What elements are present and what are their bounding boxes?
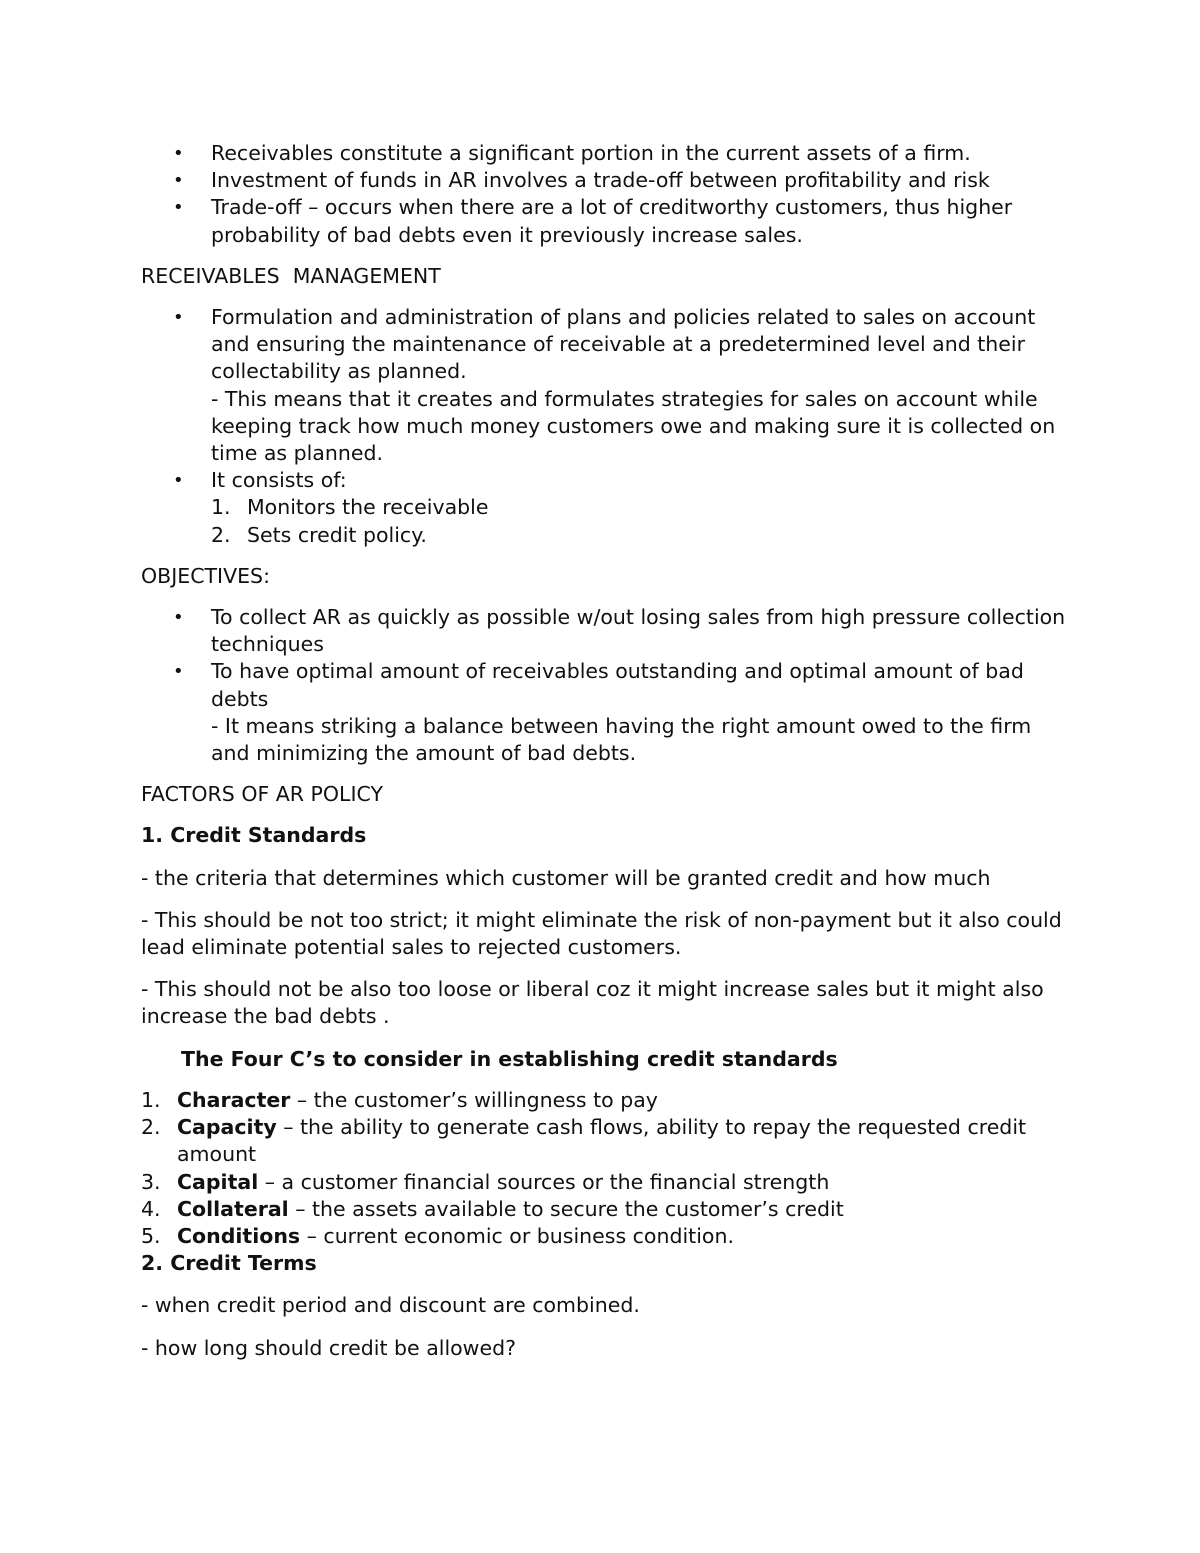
term-description: – current economic or business condition. [300,1223,734,1248]
four-cs-list [141,1087,1071,1250]
term: Conditions [177,1223,301,1248]
list-item [141,304,1071,467]
bullet-icon: • [173,661,184,683]
numbered-item: 1. Character – the customer’s willingness to pay [141,1087,658,1112]
term-description: – a customer financial sources or the financial strength [258,1169,830,1194]
factors-heading: FACTORS OF AR POLICY [141,782,383,807]
four-cs-title: The Four C’s to consider in establishing credit standards [181,1046,838,1071]
credit-terms-paragraph: - how long should credit be allowed? [141,1335,516,1360]
credit-standards-paragraph: - the criteria that determines which customer will be granted credit and how much [141,865,991,890]
list-item-text: Formulation and administration of plans and policies related to sales on account and ensuring the maintenance of receivable at a predetermined level and their collectability as planned. [211,305,1036,384]
term: Capacity [177,1115,277,1140]
numbered-item: 4. Collateral – the assets available to secure the customer’s credit [141,1196,844,1221]
objectives-heading: OBJECTIVES: [141,563,270,588]
bullet-icon: • [173,197,184,219]
credit-standards-heading: 1. Credit Standards [141,823,367,848]
list-item-text: To have optimal amount of receivables outstanding and optimal amount of bad debts [211,659,1024,711]
numbered-item: 5. Conditions – current economic or business condition. [141,1223,734,1248]
receivables-management-list [141,304,1071,549]
bullet-icon: • [173,607,184,629]
term-description: – the assets available to secure the customer’s credit [288,1196,844,1221]
list-item [141,467,1071,549]
list-item-text: It consists of: [211,468,347,493]
credit-standards-paragraph: - This should not be also too loose or liberal coz it might increase sales but it might also increase the bad debts . [141,977,1044,1029]
credit-standards-paragraph: - This should be not too strict; it might eliminate the risk of non-payment but it also could lead eliminate potential sales to rejected customers. [141,907,1062,960]
list-item: • Trade-off – occurs when there are a lot of creditworthy customers, thus higher probability of bad debts even it previously increase sales. [173,195,1013,247]
list-item-note: - It means striking a balance between having the right amount owed to the firm and minimizing the amount of bad debts. [211,713,1032,766]
term: Collateral [177,1196,289,1221]
term-description: – the customer’s willingness to pay [290,1087,658,1112]
list-item-note: - This means that it creates and formulates strategies for sales on account while keeping track how much money customers owe and making sure it is collected on time as planned. [211,386,1056,466]
term: Capital [177,1169,259,1194]
bullet-icon: • [173,170,184,192]
term: Character [177,1087,291,1112]
document-body [141,140,1071,1377]
consists-of-list [211,494,1071,548]
list-item: • Investment of funds in AR involves a trade-off between profitability and risk [141,167,1071,194]
receivables-management-heading: RECEIVABLES MANAGEMENT [141,263,441,288]
objectives-list [141,604,1071,767]
bullet-icon: • [173,307,184,329]
list-item [141,658,1071,767]
list-item: • Receivables constitute a significant portion in the current assets of a firm. [141,140,1071,167]
numbered-item: 2. Capacity – the ability to generate cash flows, ability to repay the requested credit amount [141,1115,1027,1167]
intro-list [141,140,1071,249]
bullet-icon: • [173,470,184,492]
list-item-text: To collect AR as quickly as possible w/out losing sales from high pressure collection techniques [211,605,1066,657]
numbered-item: 1. Monitors the receivable [211,495,489,520]
term-description: – the ability to generate cash flows, ability to repay the requested credit amount [177,1115,1027,1167]
list-item [141,604,1071,658]
numbered-item: 3. Capital – a customer financial sources or the financial strength [141,1169,830,1194]
credit-terms-paragraph: - when credit period and discount are combined. [141,1293,640,1318]
bullet-icon: • [173,143,184,164]
credit-terms-heading: 2. Credit Terms [141,1251,317,1276]
numbered-item: 2. Sets credit policy. [211,522,427,547]
